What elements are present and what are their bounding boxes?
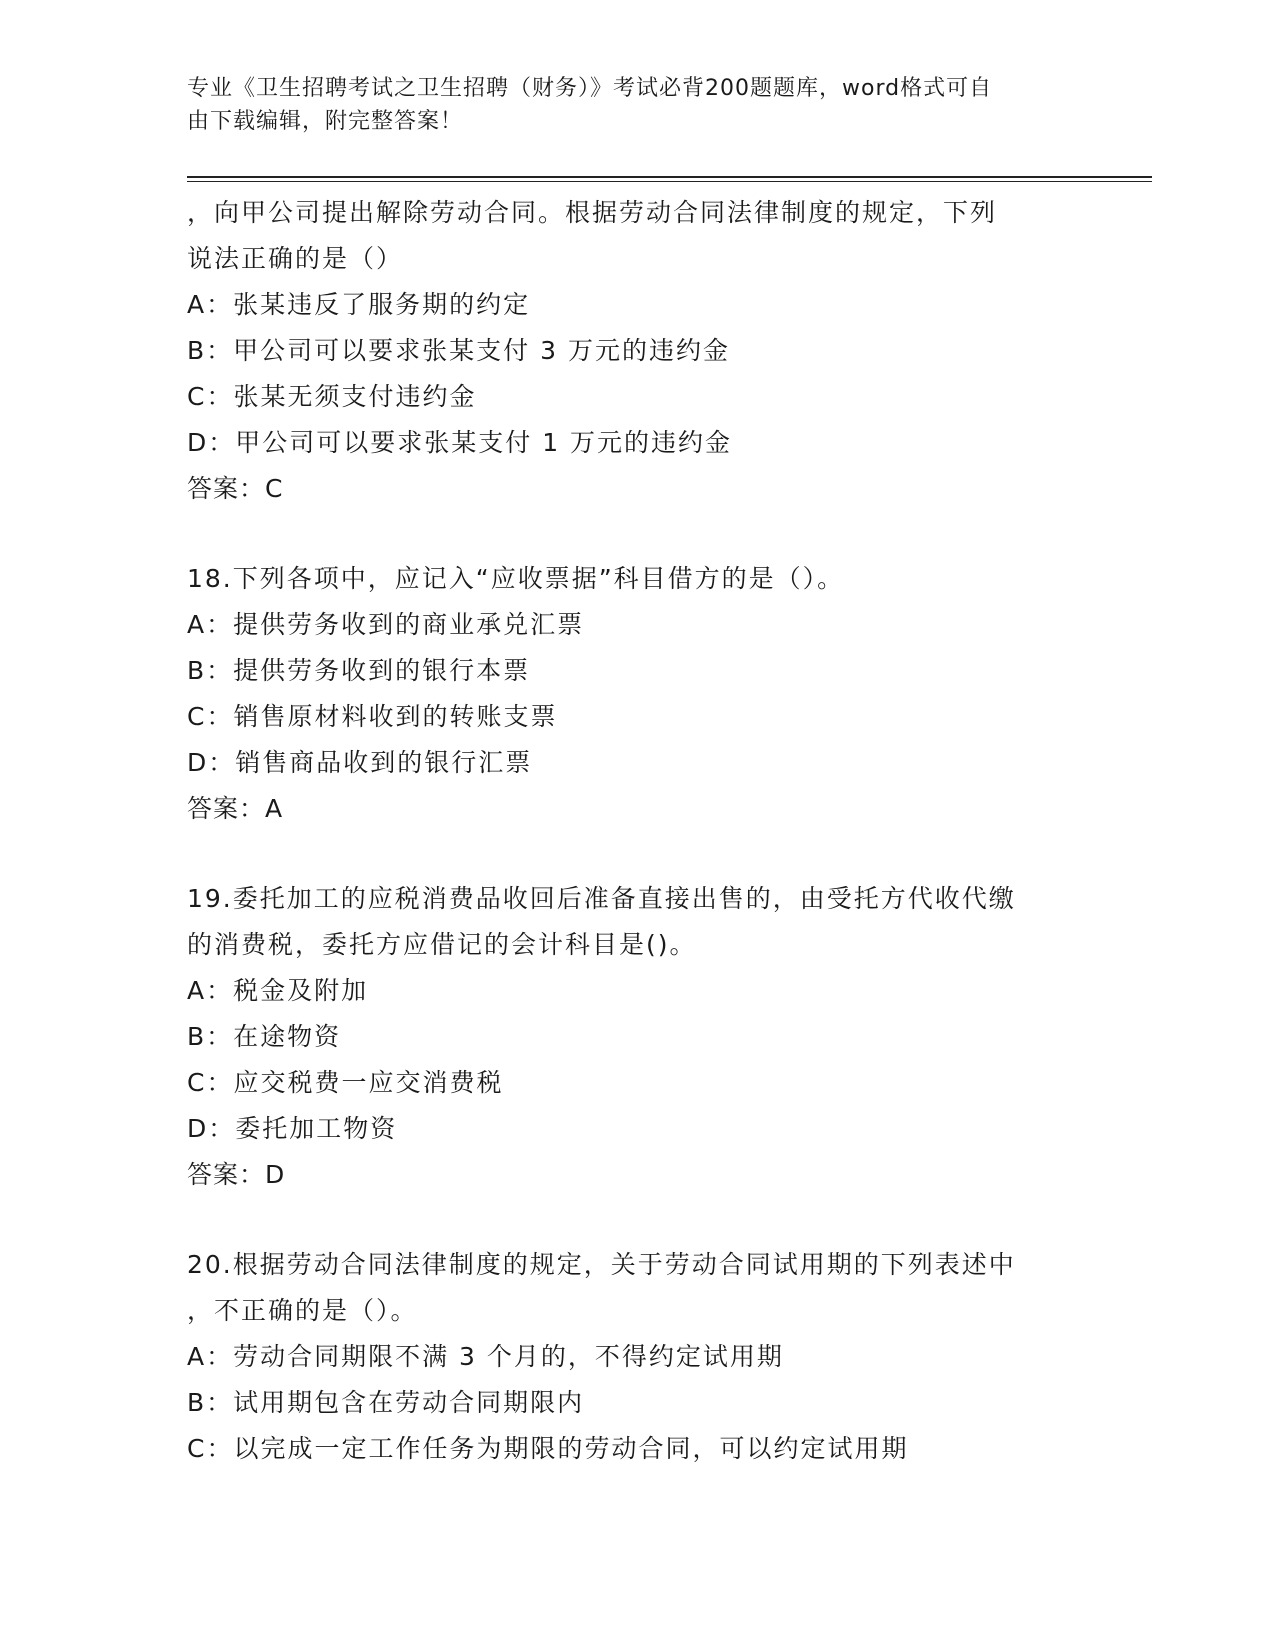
question-stem-line: 18.下列各项中，应记入“应收票据”科目借方的是（）。 <box>187 564 845 593</box>
option-c: C：应交税费一应交消费税 <box>187 1068 504 1097</box>
option-d: D：甲公司可以要求张某支付 1 万元的违约金 <box>187 428 733 457</box>
question-18 <box>187 556 1087 832</box>
option-a: A：张某违反了服务期的约定 <box>187 290 531 319</box>
option-a: A：税金及附加 <box>187 976 369 1005</box>
question-list <box>187 190 1087 1472</box>
question-stem-line: 的消费税，委托方应借记的会计科目是()。 <box>187 930 697 959</box>
option-b: B：在途物资 <box>187 1022 342 1051</box>
header-line-1: 专业《卫生招聘考试之卫生招聘（财务）》考试必背200题题库，word格式可自 <box>187 76 993 101</box>
question-20 <box>187 1242 1087 1472</box>
question-spacer <box>187 832 1087 876</box>
answer-line: 答案：C <box>187 474 284 503</box>
option-a: A：提供劳务收到的商业承兑汇票 <box>187 610 585 639</box>
option-a: A：劳动合同期限不满 3 个月的，不得约定试用期 <box>187 1342 784 1371</box>
option-b: B：甲公司可以要求张某支付 3 万元的违约金 <box>187 336 730 365</box>
question-stem-line: 20.根据劳动合同法律制度的规定，关于劳动合同试用期的下列表述中 <box>187 1250 1016 1279</box>
question-spacer <box>187 512 1087 556</box>
question-stem-line: ，不正确的是（）。 <box>187 1296 418 1325</box>
header-divider-thin <box>187 181 1152 182</box>
header-line-2: 由下载编辑，附完整答案！ <box>187 109 464 134</box>
question-spacer <box>187 1198 1087 1242</box>
question-19 <box>187 876 1087 1198</box>
option-c: C：销售原材料收到的转账支票 <box>187 702 558 731</box>
option-b: B：提供劳务收到的银行本票 <box>187 656 531 685</box>
option-c: C：张某无须支付违约金 <box>187 382 477 411</box>
option-b: B：试用期包含在劳动合同期限内 <box>187 1388 585 1417</box>
answer-line: 答案：D <box>187 1160 286 1189</box>
option-d: D：销售商品收到的银行汇票 <box>187 748 533 777</box>
question-stem-line: 19.委托加工的应税消费品收回后准备直接出售的，由受托方代收代缴 <box>187 884 1016 913</box>
answer-line: 答案：A <box>187 794 284 823</box>
question-stem-line: ，向甲公司提出解除劳动合同。根据劳动合同法律制度的规定，下列 <box>187 198 998 227</box>
question-stem-line: 说法正确的是（） <box>187 244 404 273</box>
option-c: C：以完成一定工作任务为期限的劳动合同，可以约定试用期 <box>187 1434 909 1463</box>
question-17 <box>187 190 1087 512</box>
header-divider-thick <box>187 176 1152 178</box>
option-d: D：委托加工物资 <box>187 1114 398 1143</box>
document-header <box>187 72 1087 138</box>
